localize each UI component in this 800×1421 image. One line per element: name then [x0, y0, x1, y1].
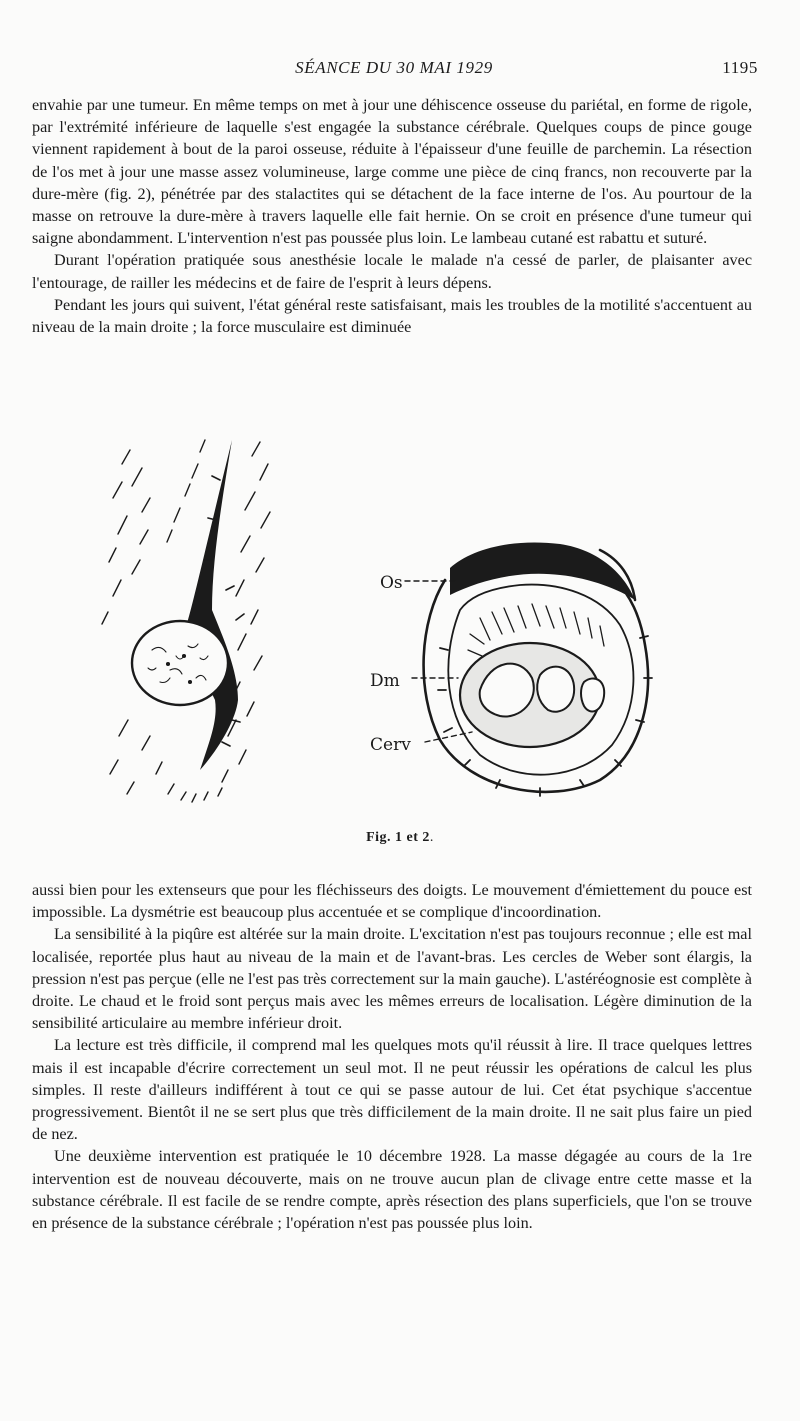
paragraph: envahie par une tumeur. En même temps on met à jour une déhiscence osseuse du pariétal, en forme de rigole, par l'extrémité inférieure de laquelle s'est engagée la substance cérébrale. Quelques coups de pince gouge viennent rapidement à bout de la paroi osseuse, réduite à l'épaisseur d'une feuille de parchemin. La résection de l'os met à jour une masse assez volumineuse, large comme une pièce de cinq francs, non recouverte par la dure-mère (fig. 2), pénétrée par des stalactites qui se détachent de la face interne de l'os. Au pourtour de la masse on retrouve la dure-mère à travers laquelle elle fait hernie. On se croit en présence d'une tumeur qui saigne abondamment. L'intervention n'est pas poussée plus loin. Le lambeau cutané est rabattu et suturé. [32, 96, 752, 248]
figures [0, 420, 800, 830]
text-block-bottom [32, 879, 752, 1234]
page-number: 1195 [722, 58, 758, 77]
running-title: SÉANCE DU 30 MAI 1929 [295, 58, 493, 77]
figure-caption-label: Fig. 1 et 2 [366, 830, 430, 845]
text-block-top [32, 94, 752, 338]
label-dm: Dm [370, 671, 400, 691]
paragraph: Durant l'opération pratiquée sous anesthésie locale le malade n'a cessé de parler, de plaisanter avec l'entourage, de railler les médecins et de faire de l'esprit à leurs dépens. [32, 251, 752, 292]
page-header [30, 58, 758, 84]
paragraph: Pendant les jours qui suivent, l'état général reste satisfaisant, mais les troubles de la motilité s'accentuent au niveau de la main droite ; la force musculaire est diminuée [32, 295, 752, 337]
label-cerv: Cerv [370, 735, 411, 755]
paragraph: La sensibilité à la piqûre est altérée sur la main droite. L'excitation n'est pas toujours reconnue ; elle est mal localisée, reportée plus haut au niveau de la main et de l'avant-bras. Les cercles de Weber sont élargis, la pression n'est pas perçue (elle ne l'est pas très correctement sur la main gauche). L'astéréognosie est complète à droite. Le chaud et le froid sont perçus mais avec les mêmes erreurs de localisation. Légère diminution de la sensibilité articulaire au membre inférieur droit. [32, 925, 752, 1033]
label-os: Os [380, 573, 403, 593]
paragraph: aussi bien pour les extenseurs que pour les fléchisseurs des doigts. Le mouvement d'émiettement du pouce est impossible. La dysmétrie est beaucoup plus accentuée et se complique d'incoordination. [32, 881, 752, 922]
figure-2-drawing [405, 542, 652, 796]
figure-drawings [0, 420, 800, 830]
figure-caption [0, 830, 800, 846]
paragraph: Une deuxième intervention est pratiquée le 10 décembre 1928. La masse dégagée au cours de la 1re intervention est de nouveau découverte, mais on ne trouve aucun plan de clivage entre cette masse et la substance cérébrale. Il est facile de se rendre compte, après résection des plans superficiels, que l'on se trouve en présence de la substance cérébrale ; l'opération n'est pas poussée plus loin. [32, 1147, 752, 1233]
figure-1-drawing [102, 440, 270, 802]
figure-caption-end: . [429, 830, 434, 845]
paragraph: La lecture est très difficile, il comprend mal les quelques mots qu'il réussit à lire. Il trace quelques lettres mais il est incapable d'écrire correctement un seul mot. Il ne peut réussir les opérations de calcul les plus simples. Il reste d'ailleurs indifférent à tout ce qui se passe autour de lui. Cet état psychique s'accentue progressivement. Bientôt il ne se sert plus que très difficilement de la main droite. Il ne sait plus faire un pied de nez. [32, 1036, 752, 1144]
